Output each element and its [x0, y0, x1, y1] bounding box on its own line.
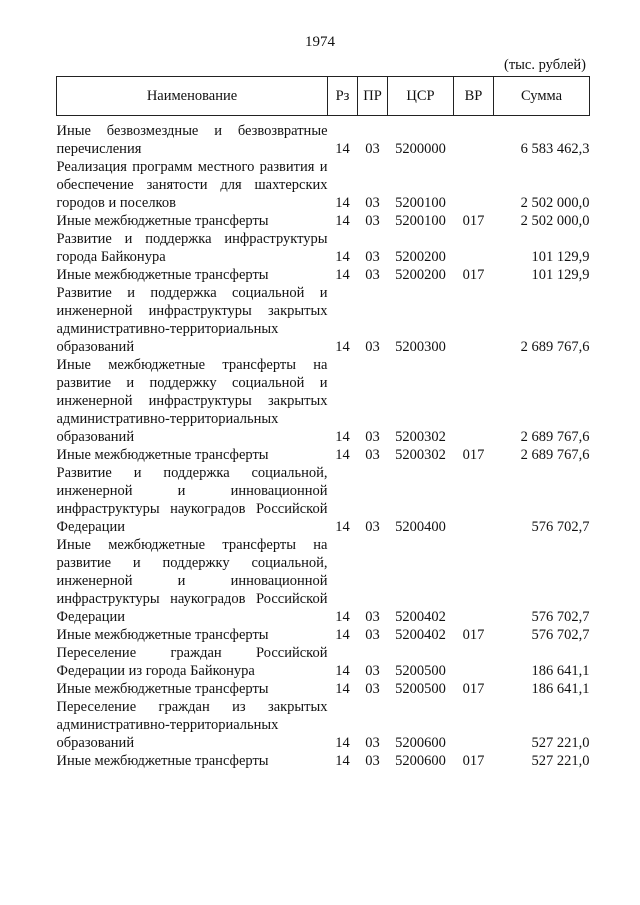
cell-pr: 03 — [365, 609, 380, 625]
cell-sum: 576 702,7 — [531, 609, 590, 625]
cell-name: Иные межбюджетные трансферты на развитие и поддержку социальной и инженерной инфраструктуры закрытых административно-территориальных образований — [56, 357, 328, 445]
cell-csr: 5200000 — [395, 141, 446, 157]
table-row — [57, 212, 590, 230]
cell-csr: 5200100 — [395, 213, 446, 229]
cell-pr: 03 — [365, 519, 380, 535]
cell-name: Развитие и поддержка социальной и инженерной инфраструктуры закрытых административно-территориальных образований — [56, 285, 328, 355]
cell-pr: 03 — [365, 249, 380, 265]
cell-vr — [454, 284, 494, 356]
cell-sum: 2 689 767,6 — [520, 447, 590, 463]
cell-rz: 14 — [335, 339, 350, 355]
cell-vr: 017 — [462, 681, 485, 697]
cell-sum: 527 221,0 — [531, 753, 590, 769]
cell-name: Переселение граждан Российской Федерации из города Байконура — [56, 645, 328, 679]
cell-csr: 5200200 — [395, 267, 446, 283]
cell-csr: 5200500 — [395, 663, 446, 679]
cell-rz: 14 — [335, 213, 350, 229]
cell-rz: 14 — [335, 267, 350, 283]
cell-name: Развитие и поддержка инфраструктуры города Байконура — [56, 231, 328, 265]
cell-rz: 14 — [335, 627, 350, 643]
cell-name: Иные безвозмездные и безвозвратные перечисления — [56, 123, 328, 157]
table-row — [57, 680, 590, 698]
cell-rz: 14 — [335, 519, 350, 535]
cell-csr: 5200100 — [395, 195, 446, 211]
cell-sum: 101 129,9 — [531, 267, 590, 283]
header-rz: Рз — [328, 77, 358, 116]
cell-name: Иные межбюджетные трансферты — [56, 681, 269, 697]
cell-rz: 14 — [335, 735, 350, 751]
units-label: (тыс. рублей) — [504, 57, 586, 73]
cell-vr: 017 — [462, 627, 485, 643]
cell-pr: 03 — [365, 195, 380, 211]
table-row — [57, 464, 590, 536]
table-row — [57, 644, 590, 680]
cell-pr: 03 — [365, 753, 380, 769]
cell-name: Реализация программ местного развития и обеспечение занятости для шахтерских городов и поселков — [56, 159, 328, 211]
budget-table — [56, 76, 590, 770]
table-body — [57, 116, 590, 771]
header-vr: ВР — [454, 77, 494, 116]
cell-name: Иные межбюджетные трансферты на развитие и поддержку социальной, инженерной и инновационной инфраструктуры наукоградов Российской Федерации — [56, 537, 328, 625]
table-row — [57, 752, 590, 770]
cell-sum: 6 583 462,3 — [520, 141, 590, 157]
cell-vr — [454, 536, 494, 626]
cell-csr: 5200500 — [395, 681, 446, 697]
cell-vr — [454, 158, 494, 212]
cell-sum: 2 502 000,0 — [520, 213, 590, 229]
cell-rz: 14 — [335, 753, 350, 769]
cell-vr — [454, 116, 494, 159]
cell-rz: 14 — [335, 141, 350, 157]
cell-name: Переселение граждан из закрытых административно-территориальных образований — [56, 699, 328, 751]
cell-csr: 5200302 — [395, 429, 446, 445]
header-name: Наименование — [57, 77, 328, 116]
cell-pr: 03 — [365, 681, 380, 697]
cell-pr: 03 — [365, 339, 380, 355]
table-row — [57, 230, 590, 266]
cell-vr: 017 — [462, 267, 485, 283]
table-row — [57, 116, 590, 159]
cell-csr: 5200600 — [395, 753, 446, 769]
cell-csr: 5200200 — [395, 249, 446, 265]
cell-csr: 5200302 — [395, 447, 446, 463]
cell-sum: 101 129,9 — [531, 249, 590, 265]
cell-name: Иные межбюджетные трансферты — [56, 213, 269, 229]
cell-vr: 017 — [462, 213, 485, 229]
cell-sum: 527 221,0 — [531, 735, 590, 751]
cell-csr: 5200400 — [395, 519, 446, 535]
cell-name: Развитие и поддержка социальной, инженерной и инновационной инфраструктуры наукоградов Российской Федерации — [56, 465, 328, 535]
cell-sum: 186 641,1 — [531, 681, 590, 697]
cell-pr: 03 — [365, 429, 380, 445]
cell-pr: 03 — [365, 213, 380, 229]
cell-sum: 2 689 767,6 — [520, 429, 590, 445]
cell-vr — [454, 230, 494, 266]
table-header — [57, 77, 590, 116]
table-row — [57, 536, 590, 626]
table-row — [57, 626, 590, 644]
cell-rz: 14 — [335, 609, 350, 625]
cell-rz: 14 — [335, 429, 350, 445]
table-row — [57, 266, 590, 284]
cell-pr: 03 — [365, 735, 380, 751]
cell-pr: 03 — [365, 627, 380, 643]
cell-name: Иные межбюджетные трансферты — [56, 267, 269, 283]
cell-rz: 14 — [335, 447, 350, 463]
header-sum: Сумма — [494, 77, 590, 116]
cell-sum: 576 702,7 — [531, 519, 590, 535]
cell-vr — [454, 356, 494, 446]
table-row — [57, 698, 590, 752]
cell-vr — [454, 698, 494, 752]
cell-name: Иные межбюджетные трансферты — [56, 447, 269, 463]
cell-sum: 2 689 767,6 — [520, 339, 590, 355]
cell-pr: 03 — [365, 141, 380, 157]
table-row — [57, 284, 590, 356]
table-row — [57, 356, 590, 446]
cell-sum: 186 641,1 — [531, 663, 590, 679]
cell-csr: 5200300 — [395, 339, 446, 355]
header-csr: ЦСР — [388, 77, 454, 116]
cell-sum: 2 502 000,0 — [520, 195, 590, 211]
cell-rz: 14 — [335, 663, 350, 679]
cell-pr: 03 — [365, 447, 380, 463]
cell-csr: 5200600 — [395, 735, 446, 751]
cell-vr: 017 — [462, 447, 485, 463]
cell-csr: 5200402 — [395, 627, 446, 643]
cell-pr: 03 — [365, 267, 380, 283]
cell-name: Иные межбюджетные трансферты — [56, 627, 269, 643]
cell-sum: 576 702,7 — [531, 627, 590, 643]
cell-rz: 14 — [335, 195, 350, 211]
cell-csr: 5200402 — [395, 609, 446, 625]
cell-name: Иные межбюджетные трансферты — [56, 753, 269, 769]
cell-rz: 14 — [335, 249, 350, 265]
cell-vr — [454, 644, 494, 680]
table-row — [57, 158, 590, 212]
cell-vr — [454, 464, 494, 536]
cell-rz: 14 — [335, 681, 350, 697]
table-row — [57, 446, 590, 464]
cell-pr: 03 — [365, 663, 380, 679]
header-pr: ПР — [358, 77, 388, 116]
cell-vr: 017 — [462, 753, 485, 769]
page-number: 1974 — [305, 34, 335, 50]
